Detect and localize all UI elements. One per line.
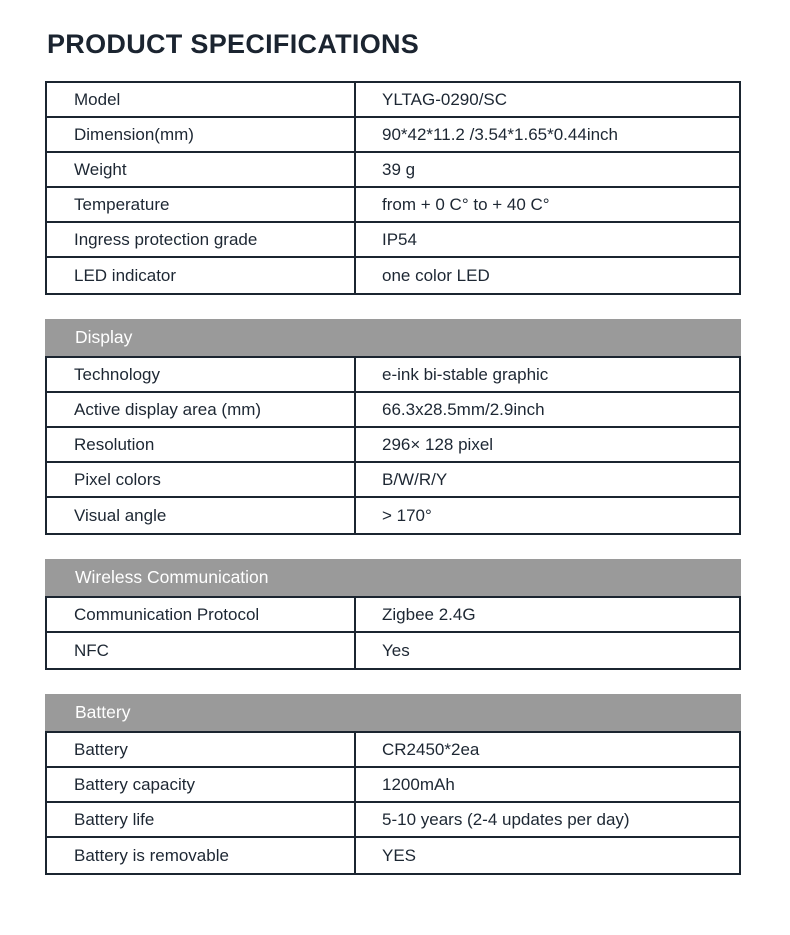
spec-label: Resolution [47,428,356,461]
spec-value: YLTAG-0290/SC [382,89,508,109]
spec-value: YES [382,845,417,865]
spec-value: 296× 128 pixel [382,434,494,454]
spec-value: Zigbee 2.4G [382,604,476,624]
table-row [47,768,739,803]
table-row [47,153,739,188]
spec-label: Active display area (mm) [47,393,356,426]
spec-value: IP54 [382,229,417,249]
spec-label: Technology [47,358,356,391]
spec-value: one color LED [382,265,490,285]
spec-label: Temperature [47,188,356,221]
section-header: Battery [45,694,741,731]
spec-sections-container [45,81,745,875]
spec-value: Yes [382,640,410,660]
table-row [47,188,739,223]
table-row [47,393,739,428]
table-row [47,223,739,258]
spec-value: 5-10 years (2-4 updates per day) [382,809,630,829]
table-row [47,803,739,838]
table-row [47,358,739,393]
page-title: PRODUCT SPECIFICATIONS [47,29,420,59]
spec-label: Battery is removable [47,838,356,873]
table-row [47,633,739,668]
section-header: Display [45,319,741,356]
spec-label: Weight [47,153,356,186]
table-row [47,258,739,293]
spec-value: e-ink bi-stable graphic [382,364,549,384]
spec-label: Pixel colors [47,463,356,496]
spec-label: Battery [47,733,356,766]
spec-value: 39 g [382,159,416,179]
spec-label: LED indicator [47,258,356,293]
table-row [47,498,739,533]
spec-label: Battery life [47,803,356,836]
spec-value: > 170° [382,505,432,525]
table-row [47,598,739,633]
spec-value: from + 0 C° to + 40 C° [382,194,550,214]
spec-label: Communication Protocol [47,598,356,631]
spec-label: Visual angle [47,498,356,533]
spec-section [45,319,741,535]
spec-section [45,694,741,875]
spec-value: 66.3x28.5mm/2.9inch [382,399,545,419]
table-row [47,838,739,873]
spec-section [45,559,741,670]
spec-value: 90*42*11.2 /3.54*1.65*0.44inch [382,124,618,144]
spec-value: CR2450*2ea [382,739,480,759]
spec-table [45,596,741,670]
spec-table [45,731,741,875]
spec-label: Battery capacity [47,768,356,801]
spec-value: B/W/R/Y [382,469,448,489]
spec-label: Ingress protection grade [47,223,356,256]
spec-label: NFC [47,633,356,668]
table-row [47,428,739,463]
spec-section [45,81,741,295]
table-row [47,118,739,153]
spec-label: Model [47,83,356,116]
spec-table [45,356,741,535]
table-row [47,463,739,498]
table-row [47,733,739,768]
spec-table [45,81,741,295]
spec-label: Dimension(mm) [47,118,356,151]
spec-value: 1200mAh [382,774,455,794]
table-row [47,83,739,118]
section-header: Wireless Communication [45,559,741,596]
